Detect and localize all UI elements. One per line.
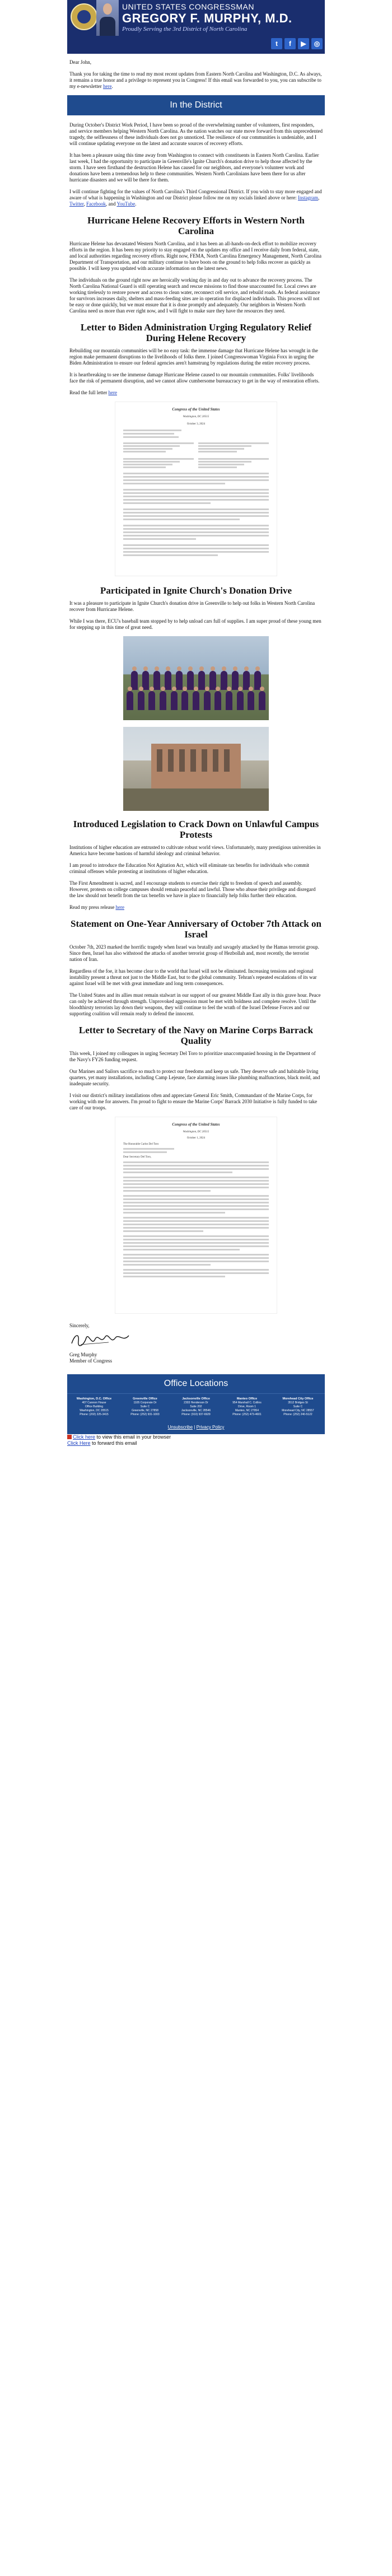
biden-letter-paragraph-1: Rebuilding our mountain communities will be no easy task: the immense damage that Hurricane Helene has wrought in the region make permanent disruptions to the livelihoods of folks there. I joined Congresswoman Virginia Foxx in urging the Biden Administration to ensure our federal agencies aren't hamstrung by regulations during the entire recovery process. xyxy=(69,348,318,366)
twitter-link[interactable]: Twitter xyxy=(69,201,84,207)
closing-name: Greg Murphy xyxy=(69,1352,97,1357)
letter-recipients xyxy=(123,441,269,454)
letter-date: October 3, 2024 xyxy=(186,423,206,426)
greeting: Dear John, xyxy=(69,59,91,65)
post-footer xyxy=(67,1434,325,1446)
footer-separator: | xyxy=(194,1425,195,1430)
letterhead-sub: Washington, DC 20515 xyxy=(183,416,209,418)
campus-heading: Introduced Legislation to Crack Down on Unlawful Campus Protests xyxy=(73,819,319,840)
intro-section xyxy=(67,54,325,90)
office-dc: Washington, D.C. Office 407 Cannon House Office Building Washington, DC 20515 Phone: (202) 225-3415 xyxy=(76,1397,112,1416)
letterhead: Congress of the United States xyxy=(172,407,220,412)
forward-email-link[interactable]: Click Here xyxy=(67,1440,91,1446)
footer-links xyxy=(67,1421,325,1434)
campus-paragraph-2: I am proud to introduce the Education Not Agitation Act, which will eliminate tax benefits for individuals who commit criminal offenses while protesting at institutions of higher education. xyxy=(69,862,310,874)
campus-read-more: Read my press release here xyxy=(69,904,124,910)
facebook-link[interactable]: Facebook xyxy=(86,201,106,207)
facebook-icon[interactable]: f xyxy=(284,38,296,49)
campus-paragraph-1: Institutions of higher education are entrusted to cultivate robust world views. Unfortunately, many prestigious universities in America have become bastions of harmful ideology and criminal behavior. xyxy=(69,844,321,856)
in-the-district-banner: In the District xyxy=(67,95,325,115)
ignite-paragraph-2: While I was there, ECU's baseball team stopped by to help unload cars full of supplies. I am super proud of these young men for stepping up in this time of great need. xyxy=(69,618,321,630)
unsubscribe-link[interactable]: Unsubscribe xyxy=(167,1425,193,1430)
social-links xyxy=(271,38,323,49)
navy-letter-image xyxy=(115,1117,277,1314)
district-paragraph-2: It has been a pleasure using this time away from Washington to connect with constituents in Eastern North Carolina. Earlier last week, I had the opportunity to participate in Greenville's Ignite Church's donation drive to help those affected by the storm. I have seen firsthand the destruction Helene has caused for our neighbors, and everyone's volunteer work and donations have been a tremendous help to these communities. Western North Carolinians have been there for us after hurricane disasters and we will be there for them. xyxy=(69,152,319,183)
instagram-icon[interactable]: ◎ xyxy=(311,38,323,49)
biden-letter-link[interactable]: here xyxy=(108,390,117,395)
twitter-icon[interactable]: t xyxy=(271,38,282,49)
forward-email: Click Here to forward this email xyxy=(67,1440,137,1446)
press-release-link[interactable]: here xyxy=(115,904,124,910)
biden-letter-image xyxy=(115,402,277,576)
office-locations xyxy=(67,1374,325,1421)
closing-section xyxy=(67,1323,325,1364)
navy-letter-address xyxy=(123,1148,269,1153)
navy-letter-body xyxy=(123,1161,269,1277)
office-locations-title: Office Locations xyxy=(67,1374,325,1394)
view-in-browser: Click here to view this email in your browser xyxy=(67,1434,325,1440)
header-title: UNITED STATES CONGRESSMAN xyxy=(122,2,255,11)
instagram-link[interactable]: Instagram xyxy=(298,195,319,200)
oct7-paragraph-1: October 7th, 2023 marked the horrific tragedy when Israel was brutally and savagely attacked by the Hamas terrorist group. Since then, Israel has also withstood the attacks of another terrorist group of Hezbollah and, most recently, the terrorist nation of Iran. xyxy=(69,944,319,962)
letter-recipients-2 xyxy=(123,457,269,469)
donation-drive-photo xyxy=(123,636,269,720)
youtube-icon[interactable]: ▶ xyxy=(298,38,309,49)
closing-role: Member of Congress xyxy=(69,1358,112,1364)
district-section xyxy=(67,122,325,1314)
letter-body xyxy=(123,473,269,556)
arrow-icon xyxy=(67,1435,72,1439)
helene-paragraph-2: The individuals on the ground right now are heroically working day in and day out to advance the recovery process. The North Carolina National Guard is still operating search and rescue missions to find those unaccounted for. Local crews are working tirelessly to restore power and access to clean water, reconnect cell service, and rebuild roads. As federal assistance for survivors increases daily, shelters and mass-feeding sites are in operation for displaced individuals. This process will not be easy or done quickly, but we must ensure that it is done promptly and adequately. Our neighbors in Western North Carolina need us more than ever right now, and I will fight to make sure they have the resources they need. xyxy=(69,277,320,314)
oct7-paragraph-2: Regardless of the foe, it has become clear to the world that Israel will not be eliminated. Increasing tensions and regional instability present a threat not just to the Middle East, but to the global community. Tehran's repeated escalations of its war against Israel will be met with great immediate and long term consequences. xyxy=(69,968,317,986)
privacy-policy-link[interactable]: Privacy Policy xyxy=(196,1425,225,1430)
office-jacksonville: Jacksonville Office 2303 Henderson Dr Suite 202 Jacksonville, NC 28546 Phone: (910) 937-6929 xyxy=(181,1397,211,1416)
navy-letter-salutation: Dear Secretary Del Toro, xyxy=(123,1156,152,1159)
congressman-photo xyxy=(96,0,119,36)
navy-paragraph-2: Our Marines and Sailors sacrifice so much to protect our freedoms and keep us safe. They deserve safe and habitable living quarters, yet many installations, including Camp Lejeune, face alarming issues like plumbing malfunctions, black mold, and inadequate security. xyxy=(69,1068,320,1086)
navy-letterhead-sub: Washington, DC 20515 xyxy=(183,1131,209,1133)
biden-letter-heading: Letter to Biden Administration Urging Regulatory Relief During Helene Recovery xyxy=(80,322,312,343)
signature-icon xyxy=(69,1331,131,1348)
office-morehead-city: Morehead City Office 3512 Bridges St Suite C Morehead City, NC 28557 Phone: (252) 240-5122 xyxy=(282,1397,314,1416)
header-tagline: Proudly Serving the 3rd District of North Carolina xyxy=(122,26,248,32)
congress-seal-icon xyxy=(71,3,97,30)
district-paragraph-3: I will continue fighting for the values of North Carolina's Third Congressional District. If you wish to stay more engaged and aware of what is happening in Washington and our District please follow me on my socials linked above or here: Instagram, Twitter, Facebook, and YouTube. xyxy=(69,189,322,207)
biden-letter-read-more: Read the full letter here xyxy=(69,390,117,395)
campus-building-photo xyxy=(123,727,269,811)
navy-paragraph-3: I visit our district's military installations often and appreciate General Eric Smith, Commandant of the Marine Corps, for working with me for answers. I'm proud to fight to ensure the Marine Corps' Barrack 2030 Initiative is fully funded to take care of our troops. xyxy=(69,1093,318,1110)
oct7-paragraph-3: The United States and its allies must remain stalwart in our support of our greatest Middle East ally in this grave hour. Peace can only be achieved through strength. Unprovoked aggression must be met with boldness and complete resolve. Until the bloodthirsty terrorists lay down their weapons, they will continue to feel the wrath of the Israel Defense Forces and our supporting coalition will remain ready to defend the innocent. xyxy=(69,992,321,1016)
youtube-link[interactable]: YouTube xyxy=(116,201,136,207)
ignite-paragraph-1: It was a pleasure to participate in Ignite Church's donation drive in Greenville to help out folks in Western North Carolina recover from Hurricane Helene. xyxy=(69,600,315,612)
helene-paragraph-1: Hurricane Helene has devastated Western North Carolina, and it has been an all-hands-on-deck effort to mobilize recovery efforts in the region. It has been my priority to stay engaged on the updates my office and I receive daily from federal, state, and local authorities regarding recovery efforts. Right now, FEMA, North Carolina Emergency Management, North Carolina Department of Transportation, and our military continue to have boots on the ground to help folks recover as quickly as possible. I will keep you updated with accurate information on the latest news. xyxy=(69,241,321,271)
helene-heading: Hurricane Helene Recovery Efforts in Western North Carolina xyxy=(87,215,305,236)
navy-letter-date: October 1, 2024 xyxy=(186,1137,206,1140)
campus-paragraph-3: The First Amendment is sacred, and I encourage students to exercise their right to freedom of speech and assembly. However, protests on college campuses should remain peaceful and lawful. Those who abuse their privilege and disregard the law should not benefit from the tax benefits we have in place to financially help folks further their education. xyxy=(69,880,316,898)
office-manteo: Manteo Office 954 Marshall C. Collins Drive, Room 1 Manteo, NC 27954 Phone: (252) 473-4601 xyxy=(232,1397,262,1416)
newsletter-header xyxy=(67,0,325,54)
district-paragraph-1: During October's District Work Period, I have been so proud of the overwhelming number of volunteers, first responders, and service members helping Western North Carolina. As the nation watches our state move forward from this unprecedented tragedy, the selflessness of these individuals does not go unnoticed. The resilience of our communities is undeniable, and I will continue updating everyone on the latest and accurate sources of recovery efforts. xyxy=(69,122,323,146)
closing-sincerely: Sincerely, xyxy=(69,1323,90,1328)
oct7-heading: Statement on One-Year Anniversary of October 7th Attack on Israel xyxy=(71,918,321,940)
intro-paragraph: Thank you for taking the time to read my most recent updates from Eastern North Carolina and Washington, D.C. As always, it remains a true honor and a privilege to represent you in Congress! If this email was forwarded to you, you can subscribe to my e-newsletter here. xyxy=(69,71,322,89)
ignite-heading: Participated in Ignite Church's Donation Drive xyxy=(100,585,292,596)
navy-heading: Letter to Secretary of the Navy on Marine Corps Barrack Quality xyxy=(78,1025,314,1046)
navy-letterhead: Congress of the United States xyxy=(172,1122,220,1127)
office-list xyxy=(67,1394,325,1417)
subscribe-link[interactable]: here xyxy=(102,83,112,89)
navy-paragraph-1: This week, I joined my colleagues in urging Secretary Del Toro to prioritize unaccompanied housing in the Department of the Navy's FY26 funding request. xyxy=(69,1051,316,1062)
biden-letter-paragraph-2: It is heartbreaking to see the immense damage Hurricane Helene caused to our mountain communities. Folks' livelihoods face the risk of permanent disruption, and we cannot allow cumbersome bureaucracy to get in the way of restoration efforts. xyxy=(69,372,320,384)
header-name: GREGORY F. MURPHY, M.D. xyxy=(122,11,292,25)
view-in-browser-link[interactable]: Click here xyxy=(73,1434,96,1440)
email-container xyxy=(67,0,325,1446)
navy-letter-addressee: The Honorable Carlos Del Toro xyxy=(123,1143,159,1146)
office-greenville: Greenville Office 1105 Corporate Dr Suite C Greenville, NC 27858 Phone: (252) 931-1003 xyxy=(130,1397,160,1416)
letter-addressee xyxy=(123,430,269,438)
